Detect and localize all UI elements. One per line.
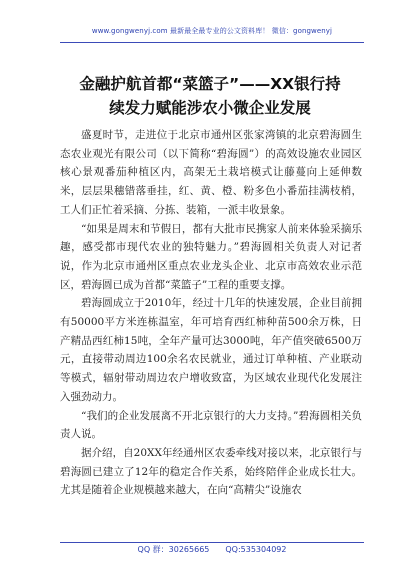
- title-line-2: 续发力赋能涉农小微企业发展: [109, 99, 311, 117]
- document-body: [60, 126, 362, 500]
- paragraph: “如果是周末和节假日，都有大批市民携家人前来体验采摘乐趣，感受都市现代农业的独特魅力。”碧海圆相关负责人对记者说，作为北京市通州区重点农业龙头企业、北京市高效农业示范区，碧海圆已成为首都“菜篮子”工程的重要支撑。: [60, 222, 362, 291]
- page-header: [60, 24, 364, 38]
- title-line-1: 金融护航首都“菜篮子”——XX银行持: [79, 75, 341, 93]
- paragraph: “我们的企业发展离不开北京银行的大力支持。”碧海圆相关负责人说。: [60, 409, 362, 441]
- footer-qq-number: QQ:535304092: [225, 545, 287, 554]
- page-footer: [60, 543, 364, 557]
- paragraph: 盛夏时节，走进位于北京市通州区张家湾镇的北京碧海圆生态农业观光有限公司（以下简称“碧海圆”）的高效设施农业园区核心景观番茄种植区内，高架无土栽培模式让藤蔓向上延伸数米，层层果穗错落垂挂，红、黄、橙、粉多色小番茄挂满枝梢，工人们正忙着采摘、分拣、装箱，一派丰收景象。: [60, 129, 362, 216]
- header-divider: [60, 42, 364, 43]
- paragraph: 碧海圆成立于2010年，经过十几年的快速发展，企业目前拥有50000平方米连栋温室，年可培育西红柿种苗500余万株，日产精品西红柿15吨，全年产量可达3000吨，年产值突破6500万元，直接带动周边100余名农民就业，通过订单种植、产业联动等模式，辐射带动周边农户增收致富，为区域农业现代化发展注入强劲动力。: [60, 297, 362, 403]
- header-text: www.gongwenyj.com 最新最全最专业的公文资料库！ 微信：gongwenyj: [91, 27, 333, 35]
- footer-qq-group: QQ 群：30265665: [137, 545, 210, 554]
- document-title: [52, 72, 368, 120]
- paragraph: 据介绍，自20XX年经通州区农委牵线对接以来，北京银行与碧海圆已建立了12年的稳定合作关系，始终陪伴企业成长壮大。尤其是随着企业规模越来越大，在向“高精尖”设施农: [60, 446, 362, 497]
